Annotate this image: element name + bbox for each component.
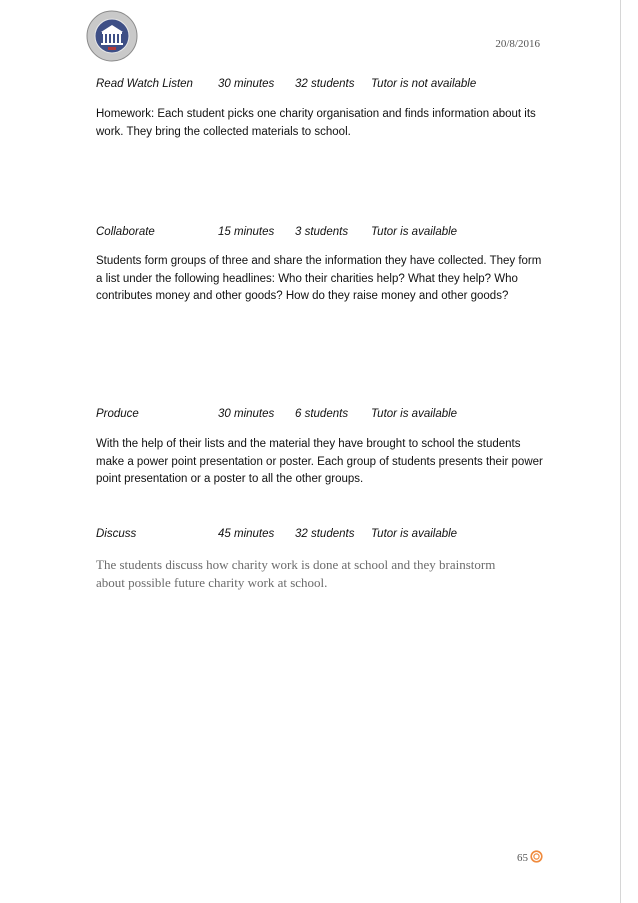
activity-students: 6 students	[295, 408, 349, 420]
activity-duration: 45 minutes	[218, 528, 275, 540]
activity-type: Read Watch Listen	[96, 78, 193, 90]
activity-type: Produce	[96, 408, 139, 420]
activity-tutor: Tutor is available	[371, 528, 458, 540]
activity-type: Collaborate	[96, 226, 155, 238]
activity-duration: 15 minutes	[218, 226, 275, 238]
activity-type: Discuss	[96, 528, 137, 540]
activity-description: With the help of their lists and the material they have brought to school the students make a power point presentation or poster. Each group of students presents their power point presentation or a poster to all the other groups.	[96, 438, 543, 485]
header-date: 20/8/2016	[495, 38, 540, 50]
activity-meta-row	[96, 78, 516, 94]
activity-meta-row	[96, 408, 516, 424]
activity-tutor: Tutor is available	[371, 226, 458, 238]
activity-tutor: Tutor is not available	[371, 78, 477, 90]
activity-description: Homework: Each student picks one charity organisation and finds information about its work. They bring the collected materials to school.	[96, 108, 536, 138]
activity-meta-row	[96, 226, 516, 242]
institution-seal-icon	[86, 10, 138, 62]
activity-description: Students form groups of three and share the information they have collected. They form a list under the following headlines: Who their charities help? What they help? Who contributes money and other goods? How do they raise money and other goods?	[96, 255, 542, 302]
activity-description: The students discuss how charity work is done at school and they brainstorm about possible future charity work at school.	[96, 557, 496, 590]
page-number: 65	[517, 852, 528, 864]
activity-duration: 30 minutes	[218, 408, 275, 420]
activity-students: 32 students	[295, 528, 355, 540]
page-edge-rule	[620, 0, 621, 903]
activity-duration: 30 minutes	[218, 78, 275, 90]
orange-ring-icon	[530, 850, 543, 863]
activity-tutor: Tutor is available	[371, 408, 458, 420]
activity-students: 32 students	[295, 78, 355, 90]
activity-meta-row	[96, 528, 516, 544]
activity-students: 3 students	[295, 226, 349, 238]
